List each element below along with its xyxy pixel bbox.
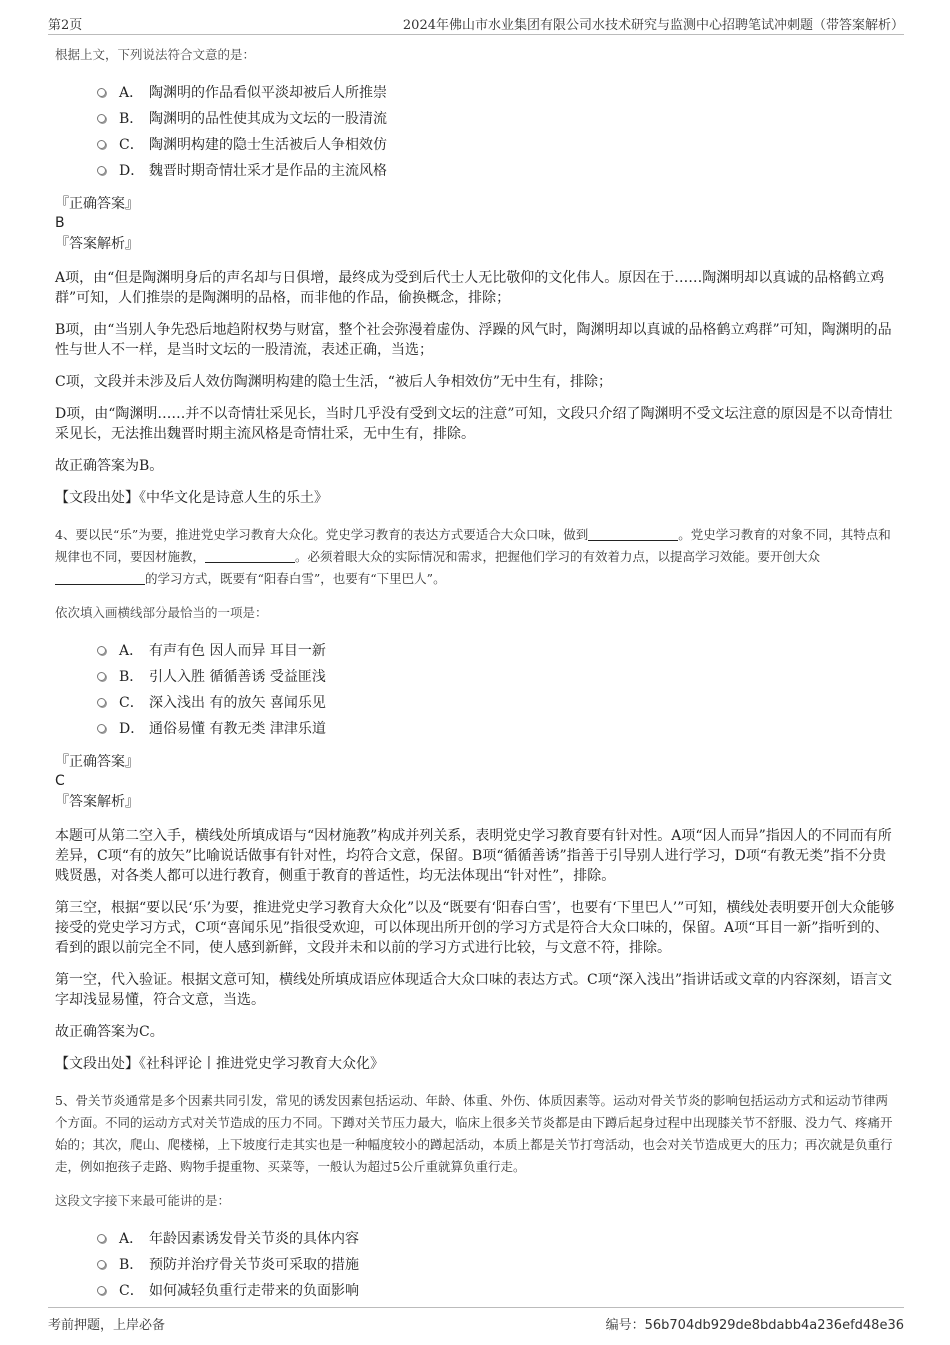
q3-analysis-d: D项，由“陶渊明……并不以奇情壮采见长，当时几乎没有受到文坛的注意”可知，文段只介绍了陶渊明不受文坛注意的原因是不以奇情壮采见长，无法推出魏晋时期主流风格是奇情壮采，无中生有，排除。 <box>55 406 893 442</box>
q4-option-b[interactable]: B． 引人入胜 循循善诱 受益匪浅 <box>93 664 895 690</box>
q3-option-a[interactable]: A． 陶渊明的作品看似平淡却被后人所推崇 <box>93 80 895 106</box>
q4-prompt: 依次填入画横线部分最恰当的一项是： <box>55 605 268 620</box>
q3-conclusion: 故正确答案为B。 <box>55 458 164 474</box>
q4-analysis-1: 本题可从第二空入手，横线处所填成语与“因材施教”构成并列关系，表明党史学习教育要有针对性。A项“因人而异”指因人的不同而有所差异，C项“有的放矢”比喻说话做事有针对性，均符合文意，保留。B项“循循善诱”指善于引导别人进行学习，D项“有教无类”指不分贵贱贤愚，对各类人都可以进行教育，侧重于教育的普适性，均无法体现出“针对性”，排除。 <box>55 828 892 884</box>
q4-stem: 4、要以民“乐”为要，推进党史学习教育大众化。党史学习教育的表达方式要适合大众口味，做到 。党史学习教育的对象不同，其特点和规律也不同，要因材施教， 。必须着眼大众的实际情况和需求，把握他们学习的有效着力点，以提高学习效能。要开创大众的学习方式，既要有“阳春白雪”，也要有“下里巴人”。 <box>55 527 891 586</box>
q4-conclusion: 故正确答案为C。 <box>55 1024 164 1040</box>
page-footer <box>48 1307 904 1333</box>
radio-icon[interactable] <box>97 166 106 175</box>
q5-option-c[interactable]: C． 如何减轻负重行走带来的负面影响 <box>93 1278 895 1304</box>
q3-prompt: 根据上文，下列说法符合文意的是： <box>55 47 256 62</box>
q3-option-d[interactable]: D． 魏晋时期奇情壮采才是作品的主流风格 <box>93 158 895 184</box>
q3-analysis-a: A项，由“但是陶渊明身后的声名却与日俱增，最终成为受到后代士人无比敬仰的文化伟人。原因在于……陶渊明却以真诚的品格鹤立鸡群”可知，人们推崇的是陶渊明的品格，而非他的作品，偷换概念，排除； <box>55 270 885 306</box>
q5-option-a[interactable]: A． 年龄因素诱发骨关节炎的具体内容 <box>93 1226 895 1252</box>
q3-analysis-label: 『答案解析』 <box>55 236 139 252</box>
blank-2 <box>205 548 295 563</box>
radio-icon[interactable] <box>97 1260 106 1269</box>
radio-icon[interactable] <box>97 698 106 707</box>
radio-icon[interactable] <box>97 140 106 149</box>
q3-answer: B <box>55 215 65 231</box>
page-number: 第2页 <box>48 18 83 33</box>
q4-analysis-label: 『答案解析』 <box>55 794 139 810</box>
document-body <box>55 44 895 1314</box>
q3-source: 【文段出处】《中华文化是诗意人生的乐土》 <box>55 490 328 506</box>
q3-option-b[interactable]: B． 陶渊明的品性使其成为文坛的一股清流 <box>93 106 895 132</box>
q3-analysis-b: B项，由“当别人争先恐后地趋附权势与财富，整个社会弥漫着虚伪、浮躁的风气时，陶渊明却以真诚的品格鹤立鸡群”可知，陶渊明的品性与世人不一样，是当时文坛的一股清流，表述正确，当选； <box>55 322 892 358</box>
radio-icon[interactable] <box>97 672 106 681</box>
q4-option-a[interactable]: A． 有声有色 因人而异 耳目一新 <box>93 638 895 664</box>
footer-slogan: 考前押题，上岸必备 <box>48 1318 166 1333</box>
q3-options <box>93 80 895 184</box>
q4-answer-label: 『正确答案』 <box>55 754 139 770</box>
radio-icon[interactable] <box>97 724 106 733</box>
q4-answer: C <box>55 773 65 789</box>
q4-source: 【文段出处】《社科评论丨推进党史学习教育大众化》 <box>55 1056 384 1072</box>
q5-options <box>93 1226 895 1304</box>
radio-icon[interactable] <box>97 114 106 123</box>
radio-icon[interactable] <box>97 646 106 655</box>
blank-3 <box>55 570 145 585</box>
document-title: 2024年佛山市水业集团有限公司水技术研究与监测中心招聘笔试冲刺题（带答案解析） <box>402 18 904 33</box>
q3-answer-label: 『正确答案』 <box>55 196 139 212</box>
radio-icon[interactable] <box>97 1234 106 1243</box>
q5-option-b[interactable]: B． 预防并治疗骨关节炎可采取的措施 <box>93 1252 895 1278</box>
radio-icon[interactable] <box>97 88 106 97</box>
q4-options <box>93 638 895 742</box>
q5-stem: 5、骨关节炎通常是多个因素共同引发，常见的诱发因素包括运动、年龄、体重、外伤、体质因素等。运动对骨关节炎的影响包括运动方式和运动节律两个方面。不同的运动方式对关节造成的压力不同。下蹲对关节压力最大，临床上很多关节炎都是由下蹲后起身过程中出现膝关节不舒服、没力气、疼痛开始的；其次，爬山、爬楼梯，上下坡度行走其实也是一种幅度较小的蹲起活动，本质上都是关节打弯活动，也会对关节造成更大的压力；再次就是负重行走，例如抱孩子走路、购物手提重物、买菜等，一般认为超过5公斤重就算负重行走。 <box>55 1093 893 1174</box>
q4-option-c[interactable]: C． 深入浅出 有的放矢 喜闻乐见 <box>93 690 895 716</box>
blank-1 <box>588 526 678 541</box>
q4-analysis-3: 第一空，代入验证。根据文意可知，横线处所填成语应体现适合大众口味的表达方式。C项“深入浅出”指讲话或文章的内容深刻，语言文字却浅显易懂，符合文意，当选。 <box>55 972 893 1008</box>
q4-option-d[interactable]: D． 通俗易懂 有教无类 津津乐道 <box>93 716 895 742</box>
document-code: 编号：56b704db929de8bdabb4a236efd48e36 <box>605 1318 904 1333</box>
q3-option-c[interactable]: C． 陶渊明构建的隐士生活被后人争相效仿 <box>93 132 895 158</box>
q3-analysis-c: C项，文段并未涉及后人效仿陶渊明构建的隐士生活，“被后人争相效仿”无中生有，排除； <box>55 374 613 390</box>
radio-icon[interactable] <box>97 1286 106 1295</box>
q5-prompt: 这段文字接下来最可能讲的是： <box>55 1193 231 1208</box>
page-header <box>48 12 904 35</box>
q4-analysis-2: 第三空，根据“要以民‘乐’为要，推进党史学习教育大众化”以及“既要有‘阳春白雪’，也要有‘下里巴人’”可知，横线处表明要开创大众能够接受的党史学习方式，C项“喜闻乐见”指很受欢迎，可以体现出所开创的学习方式是符合大众口味的，保留。A项“耳目一新”指听到的、看到的跟以前完全不同，使人感到新鲜，文段并未和以前的学习方式进行比较，与文意不符，排除。 <box>55 900 895 956</box>
